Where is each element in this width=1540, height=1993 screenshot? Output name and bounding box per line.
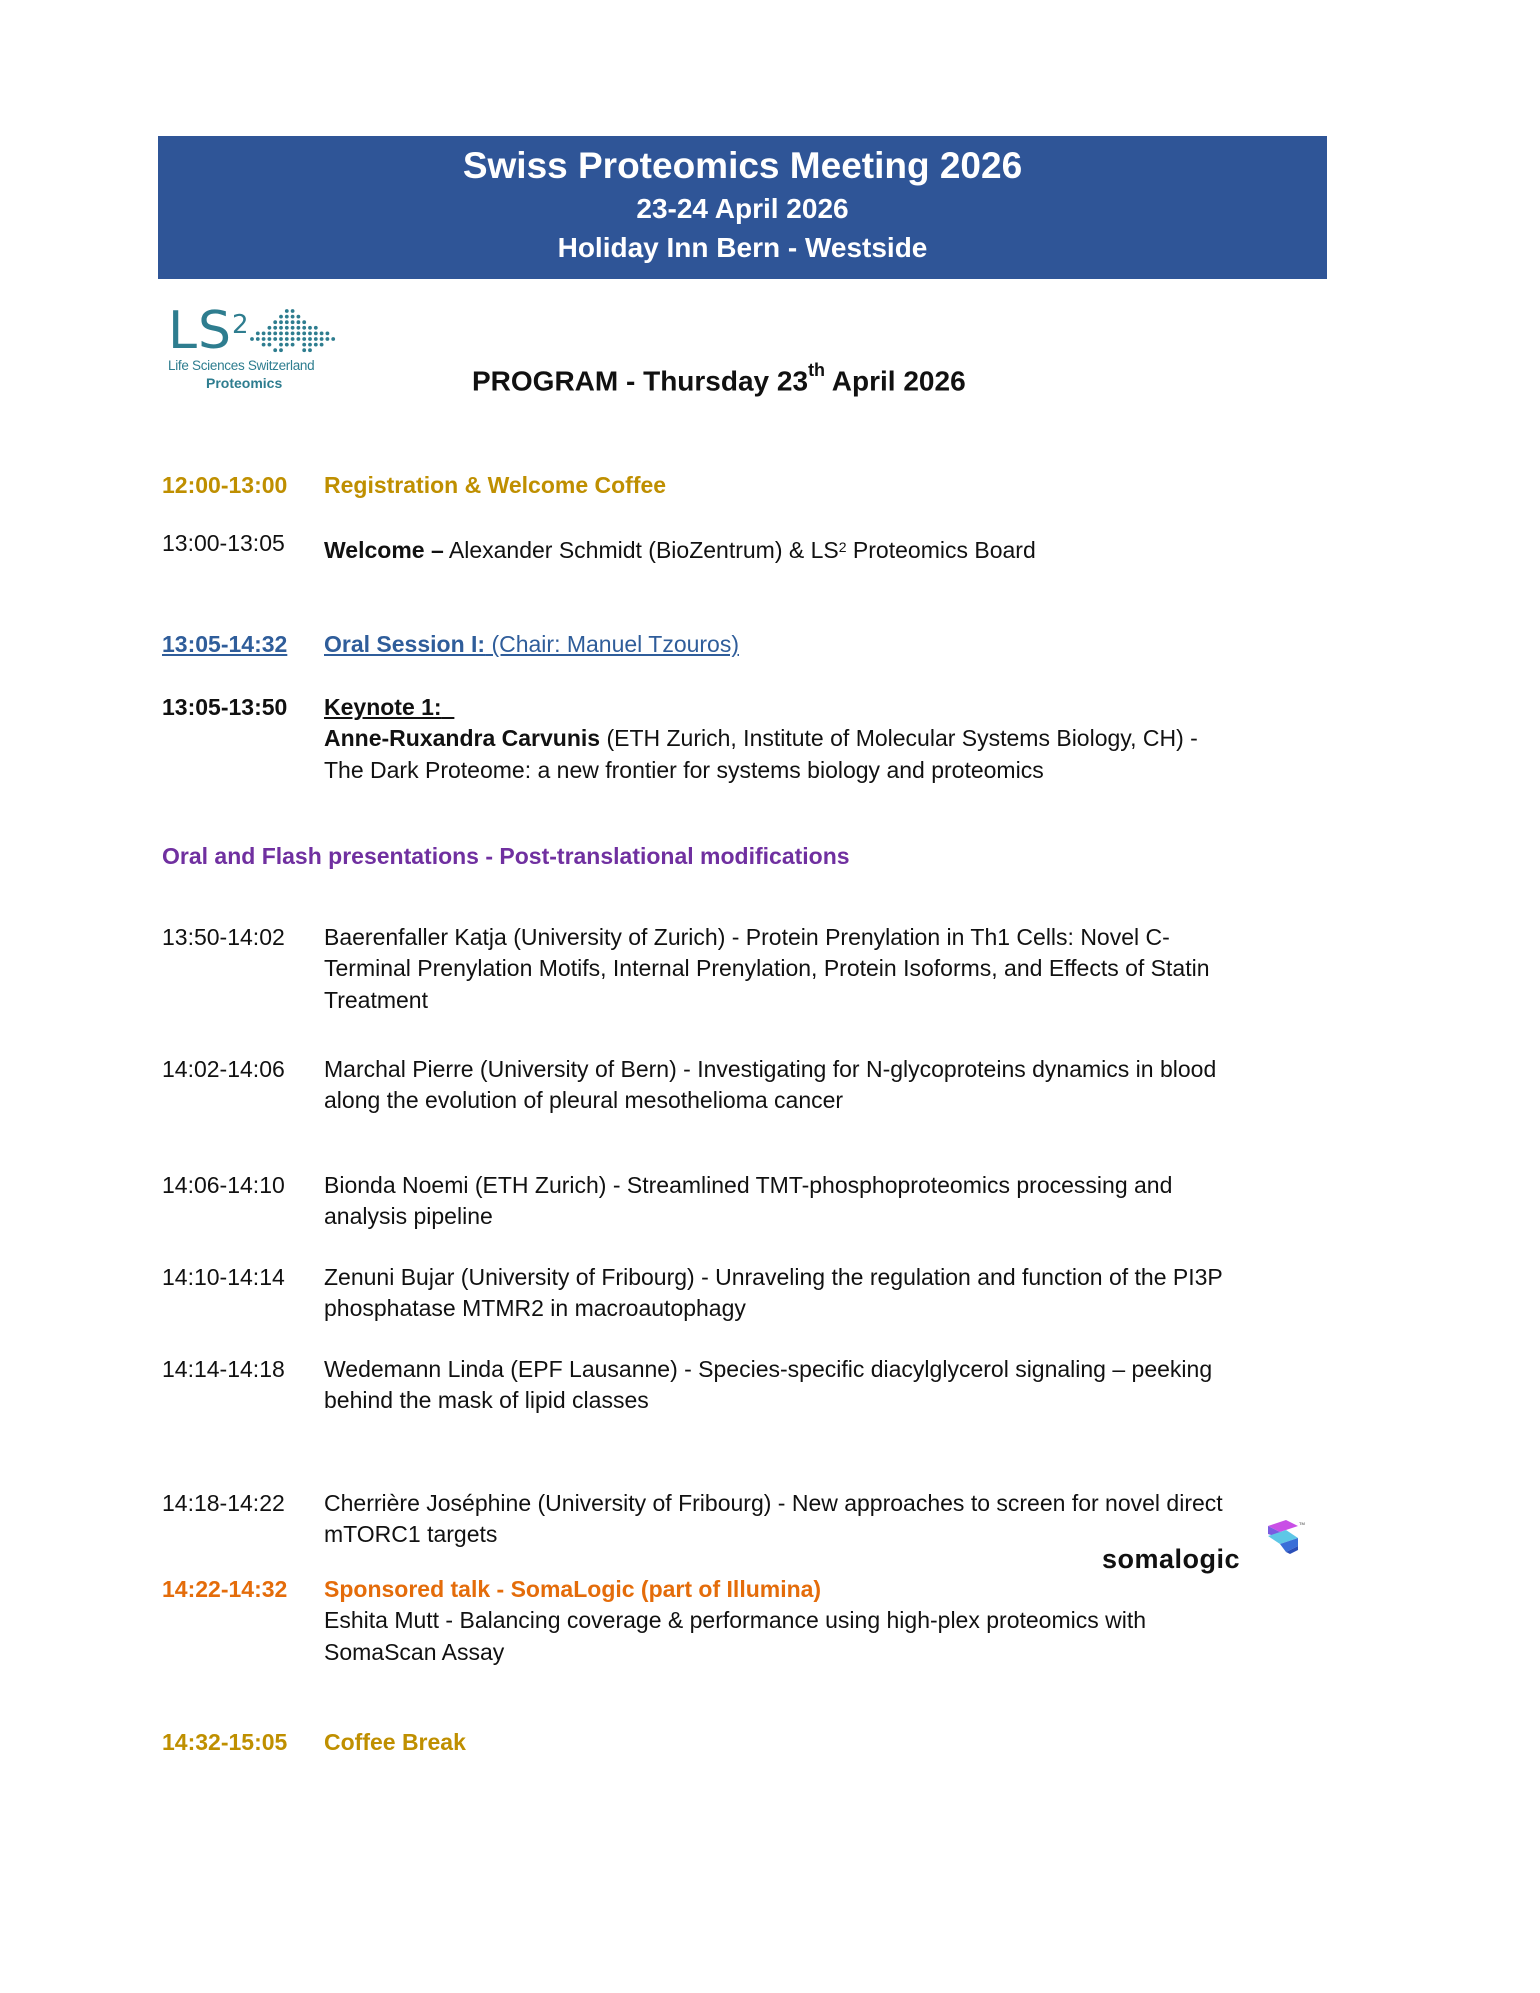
row-time: 14:06-14:10 — [162, 1172, 285, 1198]
talk-line: analysis pipeline — [324, 1203, 493, 1230]
logo-dot — [291, 337, 295, 341]
logo-dot — [256, 337, 260, 341]
logo-dot — [320, 337, 324, 341]
row-time: 12:00-13:00 — [162, 472, 288, 498]
logo-dot — [308, 337, 312, 341]
logo-dot — [291, 315, 295, 319]
logo-dot — [308, 326, 312, 330]
logo-mark-text: LS — [168, 301, 232, 361]
logo-dot — [285, 320, 289, 324]
sponsored-line: Eshita Mutt - Balancing coverage & performance using high-plex proteomics with — [324, 1607, 1147, 1634]
meeting-venue: Holiday Inn Bern - Westside — [557, 232, 928, 263]
welcome-sup: 2 — [838, 539, 847, 555]
logo-dot — [256, 332, 260, 336]
meeting-title: Swiss Proteomics Meeting 2026 — [462, 145, 1023, 186]
svg-text:TM: TM — [1299, 1521, 1305, 1526]
logo-dot — [279, 337, 283, 341]
logo-dot — [262, 343, 266, 347]
logo-dot — [326, 332, 330, 336]
logo-group-name: Proteomics — [206, 375, 283, 391]
logo-dot — [268, 326, 272, 330]
logo-dot — [297, 332, 301, 336]
row-description — [324, 692, 1314, 786]
logo-dot — [291, 343, 295, 347]
sponsored-line: SomaScan Assay — [324, 1638, 505, 1665]
logo-dot — [314, 326, 318, 330]
somalogic-s-icon — [1260, 1518, 1304, 1558]
logo-dot — [297, 337, 301, 341]
meeting-dates: 23-24 April 2026 — [636, 193, 849, 224]
row-time: 14:10-14:14 — [162, 1264, 285, 1290]
row-description — [324, 1262, 1314, 1325]
swiss-map-dots-icon — [248, 307, 340, 355]
logo-dot — [291, 320, 295, 324]
sponsored-title: Sponsored talk - SomaLogic (part of Illumina) — [324, 1576, 822, 1602]
logo-dot — [273, 337, 277, 341]
talk-line: along the evolution of pleural mesothelioma cancer — [324, 1087, 844, 1114]
row-time: 14:22-14:32 — [162, 1576, 288, 1602]
row-time: 14:02-14:06 — [162, 1056, 285, 1082]
keynote-speaker: Anne-Ruxandra Carvunis — [324, 725, 601, 752]
row-description — [324, 1170, 1314, 1233]
talk-line: Wedemann Linda (EPF Lausanne) - Species-specific diacylglycerol signaling – peeking — [324, 1356, 1213, 1382]
session-label: Oral Session I: — [324, 631, 486, 657]
logo-dot — [285, 337, 289, 341]
keynote-label: Keynote 1: — [324, 694, 442, 720]
logo-dot — [262, 332, 266, 336]
keynote-affiliation: (ETH Zurich, Institute of Molecular Systems Biology, CH) - — [600, 725, 1198, 752]
logo-dot — [291, 309, 295, 313]
logo-dot — [302, 343, 306, 347]
logo-dot — [250, 337, 254, 341]
logo-dot — [279, 332, 283, 336]
logo-dot — [268, 332, 272, 336]
program-title — [472, 356, 966, 399]
logo-dot — [302, 326, 306, 330]
logo-dot — [285, 332, 289, 336]
logo-dot — [314, 337, 318, 341]
row-time: 13:05-14:32 — [162, 631, 288, 657]
logo-dot — [279, 343, 283, 347]
somalogic-wordmark: somalogic — [1102, 1544, 1241, 1574]
row-title: Coffee Break — [324, 1729, 466, 1755]
somalogic-logo — [1102, 1518, 1305, 1578]
logo-dot — [308, 348, 312, 352]
section-heading-ptm: Oral and Flash presentations - Post-translational modifications — [162, 843, 850, 869]
talk-line: behind the mask of lipid classes — [324, 1387, 649, 1414]
row-time: 14:32-15:05 — [162, 1729, 288, 1755]
talk-line: Zenuni Bujar (University of Fribourg) - Unraveling the regulation and function of the PI3P — [324, 1264, 1223, 1290]
row-time: 13:50-14:02 — [162, 924, 285, 950]
logo-dot — [320, 332, 324, 336]
logo-dot — [314, 343, 318, 347]
logo-dot — [320, 343, 324, 347]
talk-line: phosphatase MTMR2 in macroautophagy — [324, 1295, 746, 1322]
logo-dot — [302, 348, 306, 352]
keynote-title: The Dark Proteome: a new frontier for systems biology and proteomics — [324, 756, 1044, 783]
logo-dot — [331, 337, 335, 341]
logo-dot — [273, 348, 277, 352]
logo-dot — [279, 315, 283, 319]
logo-dot — [302, 320, 306, 324]
logo-dot — [279, 348, 283, 352]
logo-dot — [279, 320, 283, 324]
talk-line: Cherrière Joséphine (University of Fribourg) - New approaches to screen for novel direct — [324, 1490, 1223, 1516]
row-description — [324, 1054, 1314, 1117]
ls2-proteomics-logo — [168, 303, 343, 393]
logo-dot — [273, 332, 277, 336]
logo-dot — [326, 337, 330, 341]
row-description — [324, 535, 1314, 566]
row-time: 14:14-14:18 — [162, 1356, 285, 1382]
program-title-sup: th — [808, 360, 826, 380]
talk-line: Baerenfaller Katja (University of Zurich) - Protein Prenylation in Th1 Cells: Novel C- — [324, 924, 1170, 950]
welcome-label: Welcome – — [324, 537, 444, 563]
program-title-main: PROGRAM - Thursday 23 — [472, 365, 809, 397]
talk-line: Treatment — [324, 986, 428, 1013]
row-description — [324, 1574, 1314, 1668]
row-time: 13:05-13:50 — [162, 694, 288, 720]
talk-line: Marchal Pierre (University of Bern) - Investigating for N-glycoproteins dynamics in blood — [324, 1056, 1217, 1082]
logo-dot — [302, 337, 306, 341]
logo-dot — [302, 332, 306, 336]
logo-dot — [268, 343, 272, 347]
talk-line: Terminal Prenylation Motifs, Internal Prenylation, Protein Isoforms, and Effects of Statin — [324, 955, 1210, 982]
logo-dot — [291, 326, 295, 330]
row-time: 14:18-14:22 — [162, 1490, 285, 1516]
session-chair: (Chair: Manuel Tzouros) — [485, 631, 740, 657]
talk-line: mTORC1 targets — [324, 1521, 498, 1548]
logo-org-name: Life Sciences Switzerland — [168, 358, 315, 373]
logo-dot — [291, 332, 295, 336]
logo-dot — [279, 326, 283, 330]
program-title-date: April 2026 — [825, 365, 966, 397]
logo-dot — [285, 343, 289, 347]
logo-mark — [168, 303, 250, 359]
logo-dot — [268, 337, 272, 341]
logo-dot — [297, 326, 301, 330]
logo-mark-sup: 2 — [231, 310, 250, 340]
logo-dot — [314, 332, 318, 336]
row-title: Registration & Welcome Coffee — [324, 472, 667, 498]
logo-dot — [273, 326, 277, 330]
row-description — [324, 1354, 1314, 1417]
header-banner — [158, 136, 1327, 279]
logo-dot — [285, 326, 289, 330]
logo-dot — [308, 332, 312, 336]
logo-dot — [273, 320, 277, 324]
logo-dot — [262, 337, 266, 341]
row-description — [324, 922, 1314, 1016]
logo-dot — [297, 320, 301, 324]
logo-dot — [297, 315, 301, 319]
talk-line: Bionda Noemi (ETH Zurich) - Streamlined TMT-phosphoproteomics processing and — [324, 1172, 1173, 1198]
logo-dot — [285, 315, 289, 319]
row-time: 13:00-13:05 — [162, 530, 285, 556]
welcome-text: Alexander Schmidt (BioZentrum) & LS — [443, 537, 839, 563]
logo-dot — [285, 309, 289, 313]
session-heading — [324, 629, 1314, 660]
welcome-text-after: Proteomics Board — [846, 537, 1036, 563]
logo-dot — [308, 343, 312, 347]
